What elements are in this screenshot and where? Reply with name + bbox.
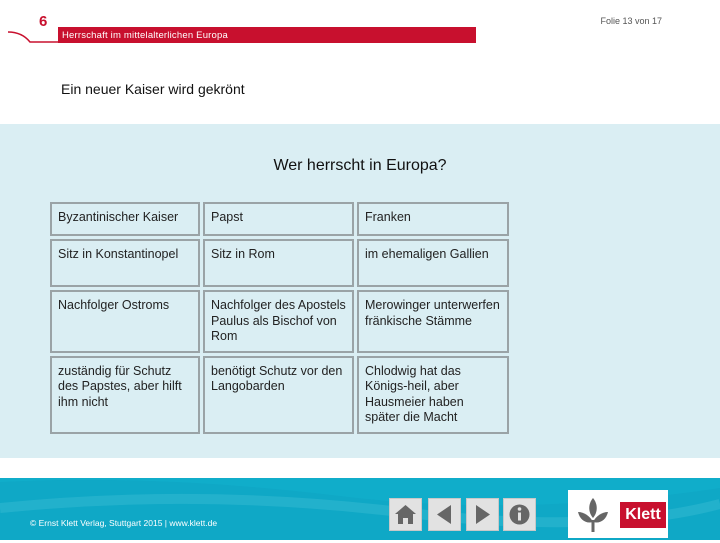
chapter-number: 6 [39, 13, 48, 30]
table-cell: benötigt Schutz vor den Langobarden [203, 356, 354, 434]
table-row [50, 239, 509, 287]
table-header-row [50, 202, 509, 236]
table-row [50, 356, 509, 434]
info-icon [504, 499, 535, 530]
table-header-cell: Papst [203, 202, 354, 236]
previous-slide-button[interactable] [428, 498, 461, 531]
slide-question: Wer herrscht in Europa? [273, 157, 447, 174]
table-row [50, 290, 509, 353]
info-button[interactable] [503, 498, 536, 531]
klett-emblem-icon [568, 490, 618, 538]
table-cell: Chlodwig hat das Königs-heil, aber Hausmeier haben später die Macht [357, 356, 509, 434]
arrow-left-icon [429, 499, 460, 530]
table-cell: Nachfolger des Apostels Paulus als Bischof von Rom [203, 290, 354, 353]
klett-logo-text: Klett [620, 502, 666, 528]
home-icon [390, 499, 421, 530]
table-cell: Sitz in Konstantinopel [50, 239, 200, 287]
table-header-cell: Franken [357, 202, 509, 236]
content-panel [0, 124, 720, 458]
klett-logo [568, 490, 668, 538]
copyright-text: © Ernst Klett Verlag, Stuttgart 2015 | www.klett.de [30, 518, 218, 528]
table-cell: im ehemaligen Gallien [357, 239, 509, 287]
slide-subtitle: Ein neuer Kaiser wird gekrönt [61, 81, 245, 97]
table-cell: Sitz in Rom [203, 239, 354, 287]
table-cell: zuständig für Schutz des Papstes, aber hilft ihm nicht [50, 356, 200, 434]
footer-bar [0, 478, 720, 540]
home-button[interactable] [389, 498, 422, 531]
table-cell: Nachfolger Ostroms [50, 290, 200, 353]
table-header-cell: Byzantinischer Kaiser [50, 202, 200, 236]
topic-label: Herrschaft im mittelalterlichen Europa [62, 30, 228, 41]
topic-bar [58, 27, 476, 43]
next-slide-button[interactable] [466, 498, 499, 531]
slide-counter: Folie 13 von 17 [600, 16, 662, 26]
table-cell: Merowinger unterwerfen fränkische Stämme [357, 290, 509, 353]
arrow-right-icon [467, 499, 498, 530]
comparison-table [47, 199, 512, 437]
